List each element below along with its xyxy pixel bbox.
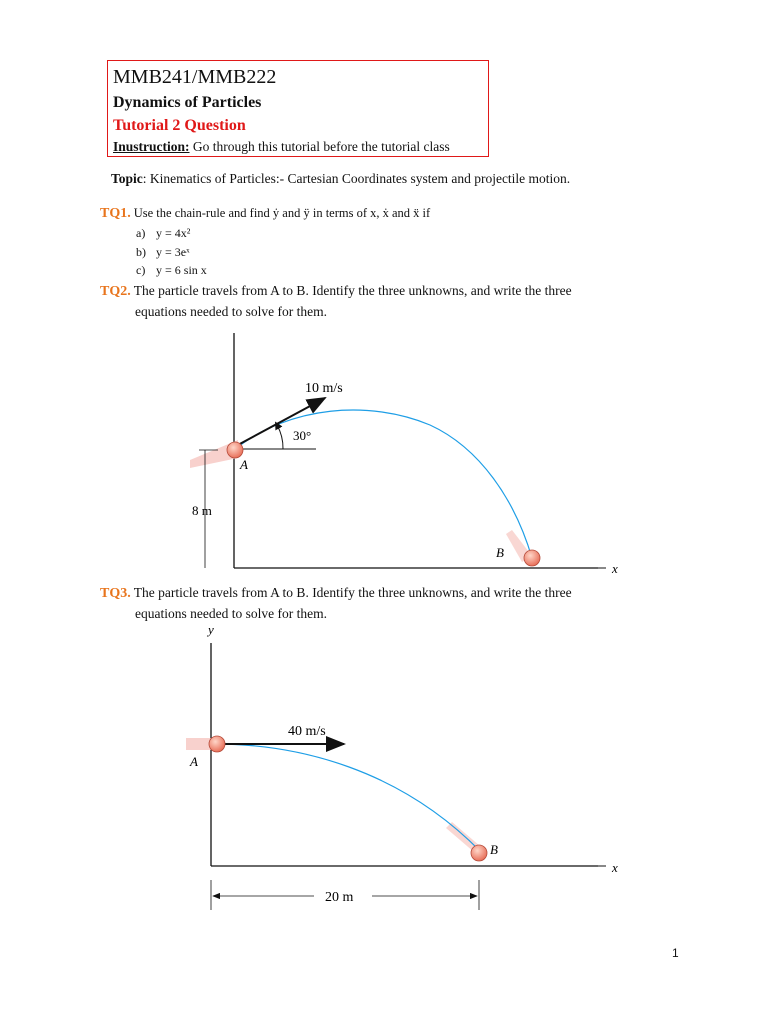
tq1-label: TQ1.: [100, 206, 131, 221]
tq3-velocity-label: 40 m/s: [288, 724, 326, 739]
tq1-item-a: a) y = 4x²: [136, 226, 191, 240]
tq2-x-label: x: [612, 561, 618, 576]
topic-text: : Kinematics of Particles:- Cartesian Coordinates system and projectile motion.: [142, 171, 571, 186]
tq3-point-b: B: [490, 842, 498, 857]
tq3-line2: equations needed to solve for them.: [135, 606, 327, 621]
tq2-point-a: A: [240, 457, 248, 472]
instruction-label: Inustruction:: [113, 139, 190, 154]
tq2-point-b: B: [496, 545, 504, 560]
tq3-distance-label: 20 m: [325, 890, 354, 905]
tq2-velocity-label: 10 m/s: [305, 381, 343, 396]
course-title: Dynamics of Particles: [113, 94, 262, 111]
tq3-x-label: x: [612, 860, 618, 875]
course-code: MMB241/MMB222: [113, 66, 277, 88]
tq2-line2: equations needed to solve for them.: [135, 304, 327, 319]
tq2-angle-label: 30°: [293, 428, 312, 443]
tq2-height-label: 8 m: [192, 503, 212, 518]
tq1-item-b: b) y = 3eˣ: [136, 245, 190, 259]
tutorial-title: Tutorial 2 Question: [113, 117, 246, 134]
tq3-line1: The particle travels from A to B. Identify the three unknowns, and write the three: [133, 585, 572, 600]
tq3-ball-a: [209, 736, 225, 752]
instruction-text: Go through this tutorial before the tutorial class: [189, 139, 450, 154]
tq1-item-c: c) y = 6 sin x: [136, 263, 207, 277]
tq2-label: TQ2.: [100, 284, 131, 299]
topic-label: Topic: [111, 171, 143, 186]
tq3-label: TQ3.: [100, 586, 131, 601]
tq1-text: Use the chain-rule and find ẏ and ÿ in terms of x, ẋ and ẍ if: [133, 206, 431, 220]
page-number: 1: [672, 946, 679, 960]
tq3-y-label: y: [208, 622, 214, 637]
tq3-ball-b: [471, 845, 487, 861]
tq3-point-a: A: [190, 754, 198, 769]
tq2-line1: The particle travels from A to B. Identify the three unknowns, and write the three: [133, 283, 572, 298]
tq3-trajectory: [215, 744, 480, 851]
